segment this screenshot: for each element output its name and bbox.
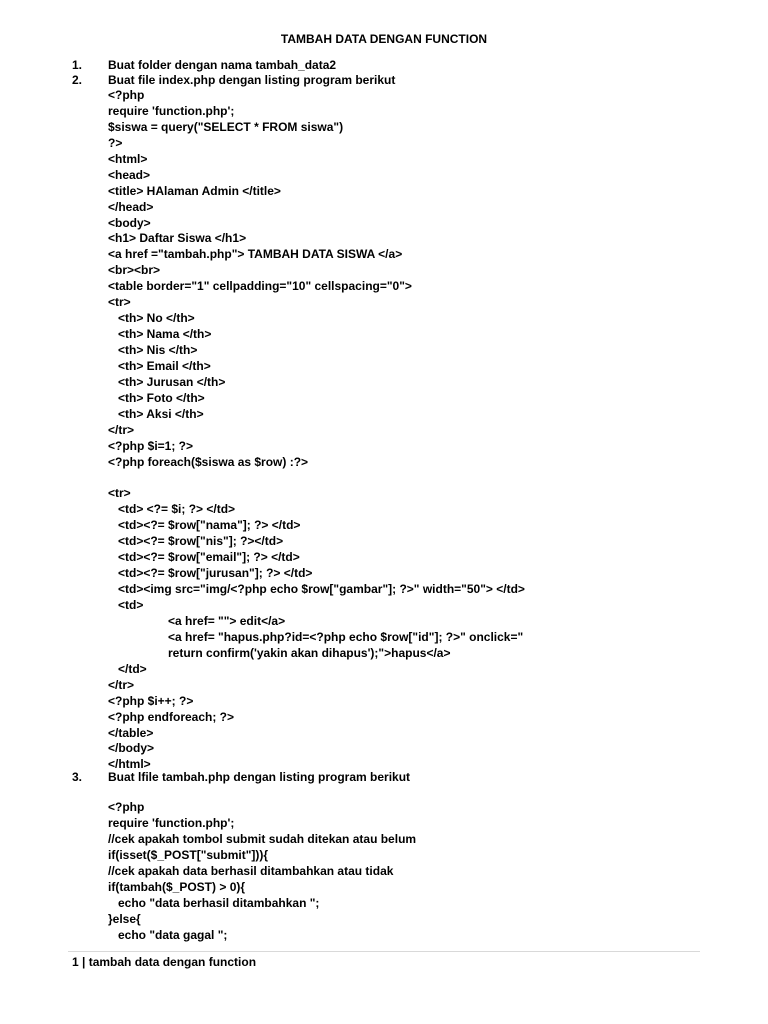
code-line: <tr> [108, 486, 131, 501]
code-line: <?php endforeach; ?> [108, 709, 235, 724]
code-line: <td> [108, 598, 144, 612]
step-number: 1. [72, 58, 83, 72]
code-line: return confirm('yakin akan dihapus');">hapus</a> [108, 645, 451, 660]
code-line: <td><img src="img/<?php echo $row["gambar"]; ?>" width="50"> </td> [108, 582, 525, 597]
step-text: Buat folder dengan nama tambah_data2 [108, 58, 337, 72]
step-text: Buat lfile tambah.php dengan listing program berikut [108, 770, 411, 784]
page-footer: 1 | tambah data dengan function [72, 955, 257, 969]
code-line: </html> [108, 757, 151, 772]
footer-divider [68, 951, 700, 952]
code-line: //cek apakah data berhasil ditambahkan atau tidak [108, 863, 394, 878]
code-line: echo "data berhasil ditambahkan "; [108, 895, 320, 910]
code-line: <td><?= $row["jurusan"]; ?> </td> [108, 566, 313, 581]
code-line [108, 471, 525, 487]
code-line: <title> HAlaman Admin </title> [108, 183, 281, 198]
code-line: </body> [108, 741, 155, 756]
code-line: //cek apakah tombol submit sudah ditekan atau belum [108, 831, 417, 846]
code-line: }else{ [108, 911, 141, 926]
code-line: <?php foreach($siswa as $row) :?> [108, 454, 309, 469]
code-line: <th> Jurusan </th> [108, 374, 226, 389]
code-line: </tr> [108, 677, 135, 692]
code-line: <a href= "hapus.php?id=<?php echo $row["id"]; ?>" onclick=" [108, 629, 524, 644]
code-line: <br><br> [108, 263, 161, 278]
code-line: <a href= ""> edit</a> [108, 613, 286, 628]
code-line: require 'function.php'; [108, 103, 235, 118]
code-line: <td><?= $row["nis"]; ?></td> [108, 534, 284, 549]
code-line: <a href ="tambah.php"> TAMBAH DATA SISWA </a> [108, 247, 403, 262]
code-line: <body> [108, 215, 151, 230]
code-line: <?php $i=1; ?> [108, 438, 194, 453]
code-line: if(tambah($_POST) > 0){ [108, 879, 246, 894]
code-line: <th> Aksi </th> [108, 406, 204, 421]
code-line: <tr> [108, 295, 131, 310]
code-line: <?php [108, 800, 145, 814]
code-line: <td> <?= $i; ?> </td> [108, 502, 236, 517]
code-line: <h1> Daftar Siswa </h1> [108, 231, 247, 246]
code-line: <td><?= $row["nama"]; ?> </td> [108, 518, 301, 533]
code-line: require 'function.php'; [108, 815, 235, 830]
code-line: <head> [108, 167, 151, 182]
code-line: <th> Nis </th> [108, 343, 198, 357]
code-line: </head> [108, 199, 154, 214]
code-line: </td> [108, 661, 147, 676]
code-line: <?php $i++; ?> [108, 693, 194, 708]
code-line: <th> Nama </th> [108, 327, 212, 342]
step-number: 3. [72, 770, 83, 784]
code-line: if(isset($_POST["submit"])){ [108, 847, 269, 862]
code-line: $siswa = query("SELECT * FROM siswa") [108, 119, 344, 134]
code-line: <html> [108, 151, 148, 166]
document-title: TAMBAH DATA DENGAN FUNCTION [280, 32, 488, 46]
code-line: <th> Foto </th> [108, 390, 205, 405]
code-listing-tambah [108, 800, 416, 943]
code-listing-index [108, 88, 525, 773]
code-line: </table> [108, 725, 154, 740]
code-line: </tr> [108, 422, 135, 437]
code-line: <table border="1" cellpadding="10" cellspacing="0"> [108, 279, 412, 294]
code-line: <th> Email </th> [108, 358, 211, 373]
code-line: ?> [108, 135, 123, 150]
code-line: <th> No </th> [108, 311, 195, 326]
step-number: 2. [72, 73, 83, 87]
code-line: echo "data gagal "; [108, 927, 228, 942]
code-line: <?php [108, 88, 145, 102]
code-line: <td><?= $row["email"]; ?> </td> [108, 550, 300, 565]
step-text: Buat file index.php dengan listing program berikut [108, 73, 396, 87]
